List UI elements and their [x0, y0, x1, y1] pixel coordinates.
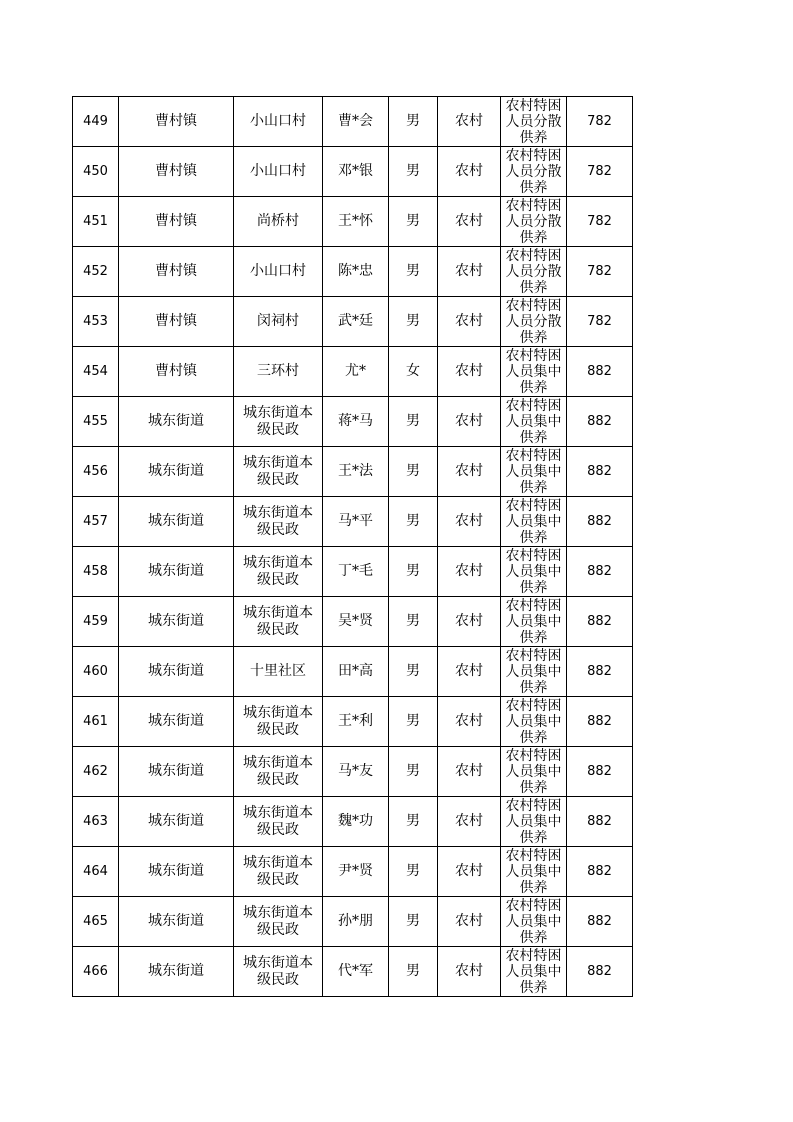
- person-name-cell: 陈*忠: [323, 247, 389, 297]
- gender-cell: 男: [389, 197, 438, 247]
- category-cell: [501, 197, 567, 247]
- row-number-cell: 458: [73, 547, 119, 597]
- row-number-cell: 456: [73, 447, 119, 497]
- category-cell: [501, 897, 567, 947]
- table-row: [73, 147, 633, 197]
- person-name-cell: 尹*贤: [323, 847, 389, 897]
- gender-cell: 男: [389, 97, 438, 147]
- row-number-cell: 464: [73, 847, 119, 897]
- row-number-cell: 453: [73, 297, 119, 347]
- person-name-cell: 吴*贤: [323, 597, 389, 647]
- unit-cell: 城东街道本级民政: [234, 947, 323, 997]
- amount-cell: 882: [567, 647, 633, 697]
- person-name-cell: 魏*功: [323, 797, 389, 847]
- household-type-cell: 农村: [438, 797, 501, 847]
- category-text: 农村特困人员集中供养: [505, 598, 562, 645]
- person-name-cell: 马*平: [323, 497, 389, 547]
- category-cell: [501, 397, 567, 447]
- category-text: 农村特困人员集中供养: [505, 948, 562, 995]
- unit-cell: 城东街道本级民政: [234, 897, 323, 947]
- amount-cell: 882: [567, 747, 633, 797]
- category-cell: [501, 597, 567, 647]
- town-cell: 曹村镇: [119, 297, 234, 347]
- amount-cell: 882: [567, 497, 633, 547]
- category-cell: [501, 547, 567, 597]
- category-text: 农村特困人员集中供养: [505, 348, 562, 395]
- amount-cell: 782: [567, 97, 633, 147]
- person-name-cell: 尤*: [323, 347, 389, 397]
- person-name-cell: 代*军: [323, 947, 389, 997]
- town-cell: 曹村镇: [119, 197, 234, 247]
- gender-cell: 男: [389, 597, 438, 647]
- table-row: [73, 247, 633, 297]
- category-cell: [501, 947, 567, 997]
- person-name-cell: 王*怀: [323, 197, 389, 247]
- household-type-cell: 农村: [438, 597, 501, 647]
- amount-cell: 882: [567, 447, 633, 497]
- unit-cell: 城东街道本级民政: [234, 797, 323, 847]
- household-type-cell: 农村: [438, 197, 501, 247]
- amount-cell: 882: [567, 797, 633, 847]
- amount-cell: 882: [567, 897, 633, 947]
- table-row: [73, 597, 633, 647]
- gender-cell: 男: [389, 747, 438, 797]
- town-cell: 城东街道: [119, 847, 234, 897]
- town-cell: 城东街道: [119, 647, 234, 697]
- person-name-cell: 蒋*马: [323, 397, 389, 447]
- unit-cell: 小山口村: [234, 147, 323, 197]
- category-text: 农村特困人员集中供养: [505, 648, 562, 695]
- category-cell: [501, 347, 567, 397]
- table-body: [73, 97, 633, 997]
- unit-cell: 十里社区: [234, 647, 323, 697]
- town-cell: 城东街道: [119, 397, 234, 447]
- table-row: [73, 847, 633, 897]
- unit-cell: 三环村: [234, 347, 323, 397]
- amount-cell: 882: [567, 597, 633, 647]
- table-row: [73, 897, 633, 947]
- table-row: [73, 447, 633, 497]
- category-cell: [501, 797, 567, 847]
- person-name-cell: 武*廷: [323, 297, 389, 347]
- category-cell: [501, 97, 567, 147]
- category-text: 农村特困人员集中供养: [505, 398, 562, 445]
- household-type-cell: 农村: [438, 247, 501, 297]
- gender-cell: 男: [389, 697, 438, 747]
- row-number-cell: 466: [73, 947, 119, 997]
- row-number-cell: 449: [73, 97, 119, 147]
- gender-cell: 男: [389, 647, 438, 697]
- household-type-cell: 农村: [438, 97, 501, 147]
- household-type-cell: 农村: [438, 347, 501, 397]
- category-text: 农村特困人员集中供养: [505, 498, 562, 545]
- amount-cell: 882: [567, 947, 633, 997]
- unit-cell: 城东街道本级民政: [234, 447, 323, 497]
- household-type-cell: 农村: [438, 647, 501, 697]
- gender-cell: 男: [389, 947, 438, 997]
- town-cell: 城东街道: [119, 697, 234, 747]
- amount-cell: 782: [567, 247, 633, 297]
- household-type-cell: 农村: [438, 447, 501, 497]
- category-cell: [501, 297, 567, 347]
- row-number-cell: 463: [73, 797, 119, 847]
- town-cell: 城东街道: [119, 797, 234, 847]
- person-name-cell: 田*高: [323, 647, 389, 697]
- amount-cell: 782: [567, 147, 633, 197]
- household-type-cell: 农村: [438, 497, 501, 547]
- gender-cell: 男: [389, 397, 438, 447]
- category-text: 农村特困人员分散供养: [505, 198, 562, 245]
- gender-cell: 男: [389, 797, 438, 847]
- household-type-cell: 农村: [438, 847, 501, 897]
- category-text: 农村特困人员分散供养: [505, 148, 562, 195]
- town-cell: 曹村镇: [119, 147, 234, 197]
- row-number-cell: 455: [73, 397, 119, 447]
- table-row: [73, 497, 633, 547]
- town-cell: 城东街道: [119, 547, 234, 597]
- row-number-cell: 451: [73, 197, 119, 247]
- gender-cell: 女: [389, 347, 438, 397]
- person-name-cell: 孙*朋: [323, 897, 389, 947]
- household-type-cell: 农村: [438, 147, 501, 197]
- row-number-cell: 465: [73, 897, 119, 947]
- category-text: 农村特困人员集中供养: [505, 898, 562, 945]
- category-text: 农村特困人员集中供养: [505, 698, 562, 745]
- category-cell: [501, 747, 567, 797]
- town-cell: 城东街道: [119, 497, 234, 547]
- row-number-cell: 457: [73, 497, 119, 547]
- amount-cell: 782: [567, 197, 633, 247]
- amount-cell: 882: [567, 547, 633, 597]
- household-type-cell: 农村: [438, 297, 501, 347]
- category-text: 农村特困人员集中供养: [505, 748, 562, 795]
- category-text: 农村特困人员分散供养: [505, 298, 562, 345]
- gender-cell: 男: [389, 547, 438, 597]
- relief-roster-table: [72, 96, 633, 997]
- table-row: [73, 747, 633, 797]
- gender-cell: 男: [389, 247, 438, 297]
- row-number-cell: 460: [73, 647, 119, 697]
- row-number-cell: 462: [73, 747, 119, 797]
- table-row: [73, 197, 633, 247]
- table-row: [73, 347, 633, 397]
- table-row: [73, 97, 633, 147]
- town-cell: 城东街道: [119, 597, 234, 647]
- unit-cell: 城东街道本级民政: [234, 697, 323, 747]
- category-cell: [501, 697, 567, 747]
- household-type-cell: 农村: [438, 697, 501, 747]
- table-row: [73, 797, 633, 847]
- amount-cell: 882: [567, 397, 633, 447]
- table-row: [73, 697, 633, 747]
- table-row: [73, 397, 633, 447]
- gender-cell: 男: [389, 847, 438, 897]
- town-cell: 城东街道: [119, 947, 234, 997]
- person-name-cell: 邓*银: [323, 147, 389, 197]
- table-row: [73, 297, 633, 347]
- amount-cell: 882: [567, 697, 633, 747]
- household-type-cell: 农村: [438, 547, 501, 597]
- gender-cell: 男: [389, 897, 438, 947]
- person-name-cell: 丁*毛: [323, 547, 389, 597]
- gender-cell: 男: [389, 147, 438, 197]
- category-text: 农村特困人员集中供养: [505, 798, 562, 845]
- unit-cell: 城东街道本级民政: [234, 847, 323, 897]
- category-cell: [501, 447, 567, 497]
- household-type-cell: 农村: [438, 747, 501, 797]
- unit-cell: 城东街道本级民政: [234, 747, 323, 797]
- row-number-cell: 454: [73, 347, 119, 397]
- town-cell: 曹村镇: [119, 97, 234, 147]
- gender-cell: 男: [389, 497, 438, 547]
- unit-cell: 闵祠村: [234, 297, 323, 347]
- category-cell: [501, 847, 567, 897]
- town-cell: 城东街道: [119, 897, 234, 947]
- person-name-cell: 马*友: [323, 747, 389, 797]
- unit-cell: 小山口村: [234, 247, 323, 297]
- town-cell: 曹村镇: [119, 247, 234, 297]
- category-text: 农村特困人员集中供养: [505, 548, 562, 595]
- person-name-cell: 王*利: [323, 697, 389, 747]
- table-row: [73, 947, 633, 997]
- category-cell: [501, 247, 567, 297]
- person-name-cell: 王*法: [323, 447, 389, 497]
- table-row: [73, 547, 633, 597]
- row-number-cell: 459: [73, 597, 119, 647]
- category-text: 农村特困人员分散供养: [505, 248, 562, 295]
- household-type-cell: 农村: [438, 897, 501, 947]
- town-cell: 曹村镇: [119, 347, 234, 397]
- amount-cell: 782: [567, 297, 633, 347]
- unit-cell: 城东街道本级民政: [234, 497, 323, 547]
- category-cell: [501, 147, 567, 197]
- household-type-cell: 农村: [438, 947, 501, 997]
- amount-cell: 882: [567, 847, 633, 897]
- person-name-cell: 曹*会: [323, 97, 389, 147]
- category-text: 农村特困人员分散供养: [505, 98, 562, 145]
- category-text: 农村特困人员集中供养: [505, 448, 562, 495]
- table-row: [73, 647, 633, 697]
- household-type-cell: 农村: [438, 397, 501, 447]
- town-cell: 城东街道: [119, 747, 234, 797]
- category-cell: [501, 497, 567, 547]
- row-number-cell: 450: [73, 147, 119, 197]
- category-cell: [501, 647, 567, 697]
- unit-cell: 城东街道本级民政: [234, 597, 323, 647]
- unit-cell: 城东街道本级民政: [234, 397, 323, 447]
- unit-cell: 城东街道本级民政: [234, 547, 323, 597]
- gender-cell: 男: [389, 297, 438, 347]
- unit-cell: 小山口村: [234, 97, 323, 147]
- gender-cell: 男: [389, 447, 438, 497]
- unit-cell: 尚桥村: [234, 197, 323, 247]
- amount-cell: 882: [567, 347, 633, 397]
- town-cell: 城东街道: [119, 447, 234, 497]
- row-number-cell: 452: [73, 247, 119, 297]
- row-number-cell: 461: [73, 697, 119, 747]
- category-text: 农村特困人员集中供养: [505, 848, 562, 895]
